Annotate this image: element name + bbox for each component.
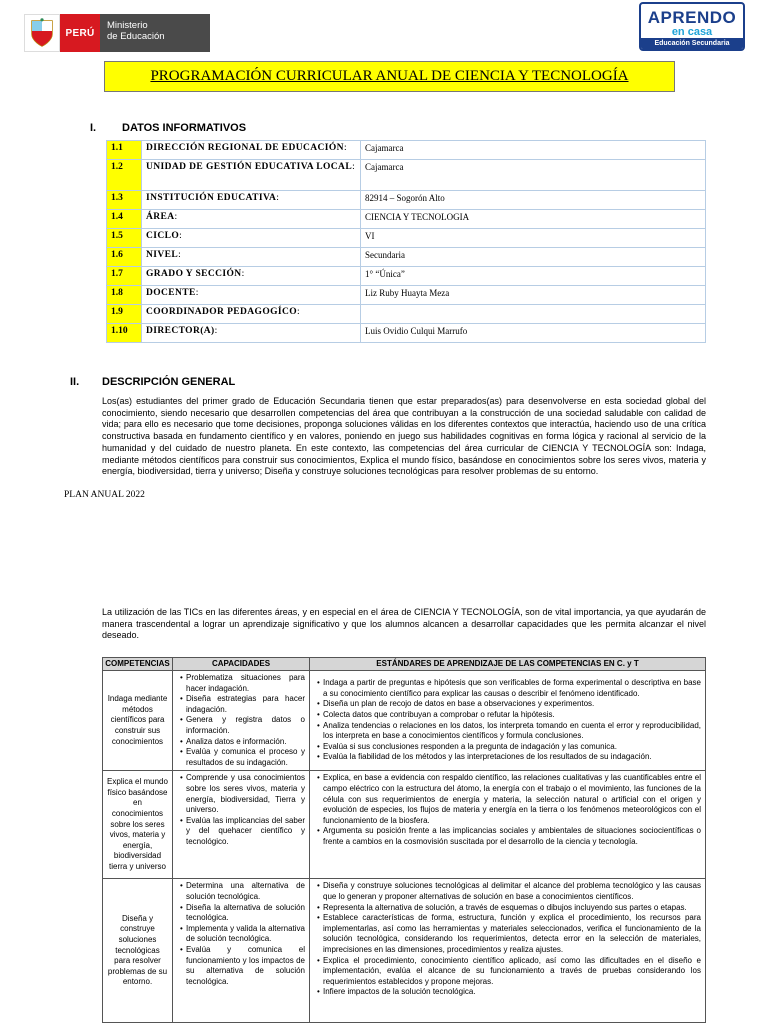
datos-label-colon: : [179,231,183,241]
datos-row [107,324,706,343]
ministerio-line2: de Educación [107,31,165,42]
estandar-item: • Evalúa si sus conclusiones responden a la pregunta de indagación y las comunica. [314,742,701,753]
datos-label-colon: : [178,250,182,260]
header-competencias: COMPETENCIAS [103,658,173,671]
capacidades-cell [173,879,310,1023]
estandar-item: • Argumenta su posición frente a las implicancias sociales y ambientales de situaciones sociocientíficas o frente a cambios en la cosmovisión suscitada por el desarrollo de la ciencia y tecnología. [314,826,701,847]
header-estandares: ESTÁNDARES DE APRENDIZAJE DE LAS COMPETENCIAS EN C. y T [310,658,706,671]
estandar-item: • Evalúa la fiabilidad de los métodos y las interpretaciones de los resultados de su indagación. [314,752,701,763]
datos-row-label [142,141,361,160]
estandar-item: • Indaga a partir de preguntas e hipótesis que son verificables de forma experimental o descriptiva en base a su conocimiento científico para explicar las causas o describir el fenómeno identificado. [314,678,701,699]
competencias-header-row [103,658,706,671]
datos-label-colon: : [195,288,199,298]
capacidad-item: • Comprende y usa conocimientos sobre los seres vivos, materia y energía, biodiversidad, Tierra y universo. [177,773,305,815]
datos-row-value: VI [361,229,706,248]
competencia-name: Diseña y construye soluciones tecnológicas para resolver problemas de su entorno. [103,879,173,1023]
datos-label-colon: : [276,193,280,203]
datos-row-label [142,210,361,229]
datos-row-number: 1.1 [107,141,142,160]
peru-shield-icon [24,14,60,52]
datos-label-colon: : [352,162,356,172]
capacidad-item: • Evalúa y comunica el funcionamiento y los impactos de su alternativa de solución tecnológica. [177,945,305,987]
estandar-item: • Establece características de forma, estructura, función y explica el procedimiento, los recursos para implementarlas, así como las herramientas y materiales seleccionados, verifica el funcionamiento de la solución tecnológica, considerando los requerimientos, detecta error en la selección de materiales, imprecisiones en las dimensiones, procedimientos y realiza ajustes. [314,913,701,955]
datos-row-label [142,286,361,305]
section2-heading: DESCRIPCIÓN GENERAL [102,376,236,388]
estandar-item: • Diseña un plan de recojo de datos en base a observaciones y experimentos. [314,699,701,710]
datos-row-number: 1.6 [107,248,142,267]
datos-row-label [142,248,361,267]
datos-row [107,141,706,160]
capacidad-item: • Evalúa y comunica el proceso y resultados de su indagación. [177,747,305,768]
datos-informativos-table [106,140,706,343]
datos-label-text: ÁREA [146,212,175,222]
datos-row-number: 1.2 [107,160,142,191]
datos-row-value: 1° “Única” [361,267,706,286]
aprendo-word: APRENDO [647,8,737,27]
competencia-row [103,879,706,1023]
datos-row-label [142,160,361,191]
datos-row [107,210,706,229]
minedu-logo [24,14,210,52]
competencias-table [102,657,706,1023]
datos-row [107,305,706,324]
document-title-box [104,61,675,92]
capacidad-item: • Implementa y valida la alternativa de solución tecnológica. [177,924,305,945]
capacidad-item: • Diseña la alternativa de solución tecnológica. [177,903,305,924]
datos-row-label [142,191,361,210]
datos-row-label [142,305,361,324]
datos-row [107,191,706,210]
aprendo-band: Educación Secundaria [641,38,743,49]
estandar-item: • Explica el procedimiento, conocimiento científico aplicado, así como las dificultades en el diseño e implementación, evalúa el alcance de su funcionamiento a través de pruebas considerando los requerimientos establecidos y propone mejoras. [314,956,701,988]
capacidad-item: • Analiza datos e información. [177,737,305,748]
datos-row-number: 1.8 [107,286,142,305]
datos-row [107,160,706,191]
plan-anual-label: PLAN ANUAL 2022 [64,490,145,500]
section1-heading: DATOS INFORMATIVOS [122,122,247,134]
capacidad-item: • Evalúa las implicancias del saber y del quehacer científico y tecnológico. [177,816,305,848]
datos-row-number: 1.9 [107,305,142,324]
datos-row-number: 1.4 [107,210,142,229]
estandar-item: • Colecta datos que contribuyan a comprobar o refutar la hipótesis. [314,710,701,721]
datos-row-number: 1.7 [107,267,142,286]
competencia-row [103,671,706,771]
competencia-name: Explica el mundo físico basándose en conocimientos sobre los seres vivos, materia y energía, biodiversidad tierra y universo [103,771,173,879]
datos-row-value: CIENCIA Y TECNOLOGIA [361,210,706,229]
datos-label-text: DIRECTOR(A) [146,326,215,336]
datos-label-text: COORDINADOR PEDAGOGÍCO [146,307,298,317]
estandar-item: • Diseña y construye soluciones tecnológicas al delimitar el alcance del problema tecnológico y las causas que lo generan y proponer alternativas de solución en base a conocimientos científicos. [314,881,701,902]
tics-paragraph: La utilización de las TICs en las diferentes áreas, y en especial en el área de CIENCIA Y TECNOLOGÍA, son de vital importancia, ya que ayudarán de manera trascendental a lograr un aprendizaje significativo y que los alumnos alcancen a desarrollar capacidades que les permita alcanzar el nivel deseado. [102,607,706,641]
datos-row-value: Luis Ovidio Culqui Marrufo [361,324,706,343]
estandar-item: • Analiza tendencias o relaciones en los datos, los interpreta tomando en cuenta el error y reproducibilidad, los interpreta en base a conocimientos científicos y formula conclusiones. [314,721,701,742]
datos-label-text: GRADO Y SECCIÓN [146,269,242,279]
capacidad-item: • Diseña estrategias para hacer indagación. [177,694,305,715]
datos-label-text: CICLO [146,231,180,241]
datos-row-value: Liz Ruby Huayta Meza [361,286,706,305]
document-title: PROGRAMACIÓN CURRICULAR ANUAL DE CIENCIA Y TECNOLOGÍA [150,68,629,84]
ministerio-line1: Ministerio [107,20,148,31]
datos-label-colon: : [343,143,347,153]
aprendo-sub: en casa [671,26,713,38]
header-capacidades: CAPACIDADES [173,658,310,671]
competencia-row [103,771,706,879]
peru-label: PERÚ [60,14,100,52]
capacidades-cell [173,671,310,771]
capacidad-item: • Determina una alternativa de solución tecnológica. [177,881,305,902]
capacidad-item: • Genera y registra datos o información. [177,715,305,736]
datos-row-value [361,305,706,324]
datos-label-text: NIVEL [146,250,179,260]
datos-row-number: 1.5 [107,229,142,248]
capacidad-item: • Problematiza situaciones para hacer indagación. [177,673,305,694]
datos-row-label [142,267,361,286]
datos-label-text: DOCENTE [146,288,196,298]
datos-label-colon: : [174,212,178,222]
estandar-item: • Infiere impactos de la solución tecnológica. [314,987,701,998]
estandares-cell [310,671,706,771]
datos-row [107,267,706,286]
datos-label-colon: : [241,269,245,279]
estandar-item: • Explica, en base a evidencia con respaldo científico, las relaciones cualitativas y las cuantificables entre el campo eléctrico con la estructura del átomo, la energía con el trabajo o el movimiento, las funciones de la célula con sus requerimientos de energía y materia, la selección natural o artificial con el origen y evolución de especies, los flujos de materia y energía en la tierra o los fenómenos meteorológicos con el funcionamiento de la biosfera. [314,773,701,826]
datos-label-colon: : [214,326,218,336]
datos-label-colon: : [297,307,301,317]
datos-row-value: Secundaria [361,248,706,267]
aprendo-en-casa-logo [639,2,745,51]
datos-row-label [142,324,361,343]
datos-row-label [142,229,361,248]
datos-label-text: INSTITUCIÓN EDUCATIVA [146,193,277,203]
datos-label-text: DIRECCIÓN REGIONAL DE EDUCACIÓN [146,143,344,153]
datos-row-value: Cajamarca [361,160,706,191]
estandares-cell [310,771,706,879]
section2-number: II. [70,376,80,388]
estandar-item: • Representa la alternativa de solución, a través de esquemas o dibujos incluyendo sus partes o etapas. [314,903,701,914]
datos-row-value: Cajamarca [361,141,706,160]
datos-label-text: UNIDAD DE GESTIÓN EDUCATIVA LOCAL [146,162,353,172]
ministerio-label [100,14,210,52]
datos-row-number: 1.3 [107,191,142,210]
datos-row-number: 1.10 [107,324,142,343]
estandares-cell [310,879,706,1023]
datos-row [107,248,706,267]
section1-number: I. [90,122,97,134]
datos-row [107,286,706,305]
descripcion-paragraph: Los(as) estudiantes del primer grado de Educación Secundaria tienen que estar preparados(as) para desenvolverse en esta sociedad global del conocimiento, siendo necesario que desarrollen competencias del área que contribuyan a la construcción de una sociedad saludable con calidad de vida; para ello es necesario que tome decisiones, proponga soluciones válidas en los diferentes contextos que interactúa, haciendo uso de una crítica constructiva basada en fundamento científico y en valores, poniendo en juego sus habilidades cognitivas en forma lógica y racional al servicio de la humanidad y del cuidado de nuestro planeta. En este contexto, las competencias del área curricular de CIENCIA Y TECNOLOGÍA son: Indaga, mediante métodos científicos para construir sus conocimientos, Explica el mundo físico, basándose en conocimientos sobre los seres vivos, materia y energía, biodiversidad, tierra y universo; Diseña y construye soluciones tecnológicas para resolver problemas de su entorno. [102,396,706,477]
capacidades-cell [173,771,310,879]
datos-row [107,229,706,248]
competencia-name: Indaga mediante métodos científicos para construir sus conocimientos [103,671,173,771]
datos-row-value: 82914 – Sogorón Alto [361,191,706,210]
